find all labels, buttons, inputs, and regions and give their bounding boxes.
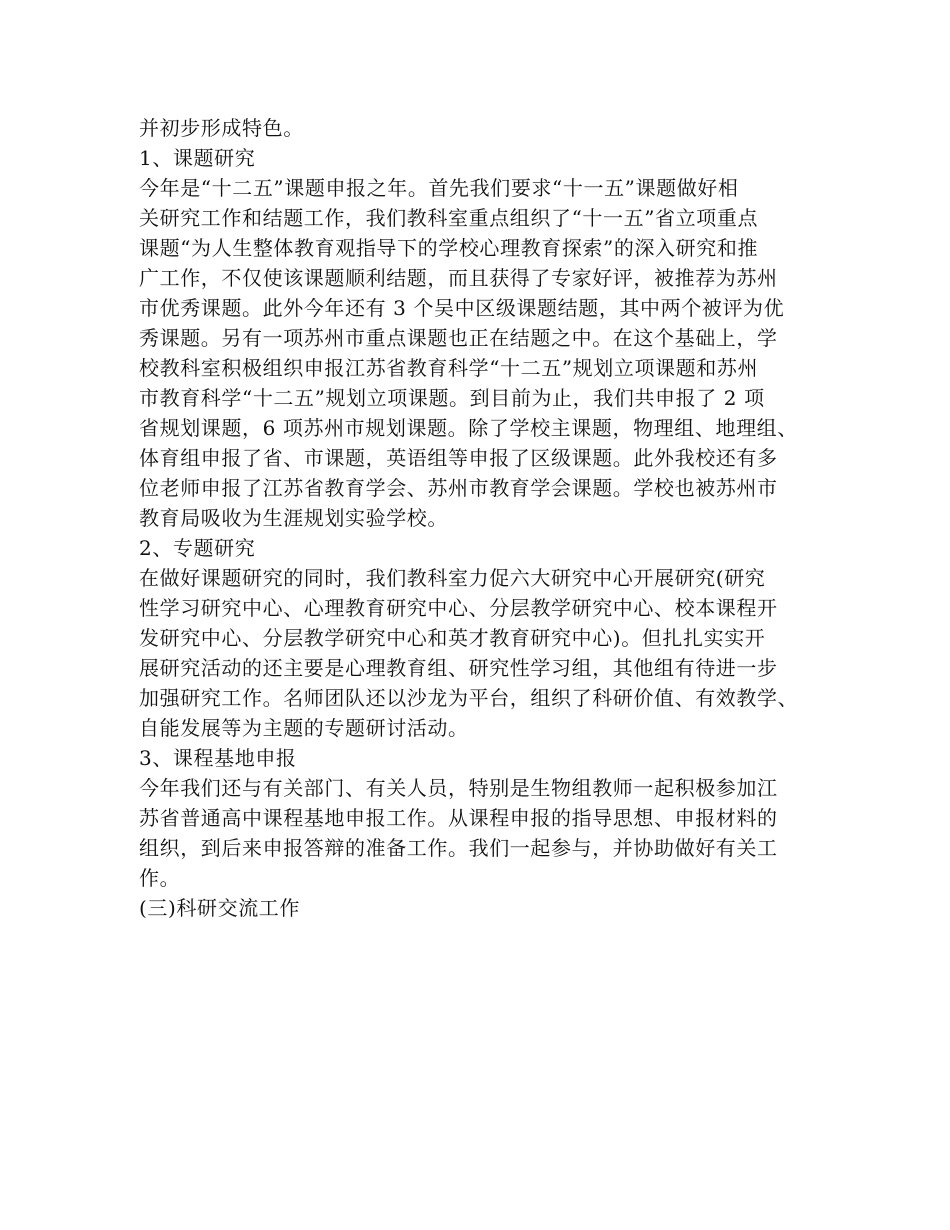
paragraph-line: 市优秀课题。此外今年还有 3 个吴中区级课题结题，其中两个被评为优 <box>139 296 785 320</box>
paragraph-line: 今年我们还与有关部门、有关人员，特别是生物组教师一起积极参加江 <box>139 776 778 800</box>
paragraph-line: 广工作，不仅使该课题顺利结题，而且获得了专家好评，被推荐为苏州 <box>139 266 778 290</box>
section-heading: (三)科研交流工作 <box>139 896 301 920</box>
paragraph-line: 性学习研究中心、心理教育研究中心、分层教学研究中心、校本课程开 <box>139 596 778 620</box>
paragraph-line: 展研究活动的还主要是心理教育组、研究性学习组，其他组有待进一步 <box>139 656 778 680</box>
paragraph-line: 秀课题。另有一项苏州市重点课题也正在结题之中。在这个基础上，学 <box>139 326 778 350</box>
paragraph-line: 苏省普通高中课程基地申报工作。从课程申报的指导思想、申报材料的 <box>139 806 778 830</box>
document-body <box>139 113 829 923</box>
section-heading: 2、专题研究 <box>139 536 256 560</box>
paragraph-line: 教育局吸收为生涯规划实验学校。 <box>139 506 448 530</box>
paragraph-line: 课题“为人生整体教育观指导下的学校心理教育探索”的深入研究和推 <box>139 236 759 260</box>
paragraph-line: 位老师申报了江苏省教育学会、苏州市教育学会课题。学校也被苏州市 <box>139 476 778 500</box>
paragraph-line: 发研究中心、分层教学研究中心和英才教育研究中心)。但扎扎实实开 <box>139 626 766 650</box>
paragraph-line: 并初步形成特色。 <box>139 116 304 140</box>
paragraph-line: 在做好课题研究的同时，我们教科室力促六大研究中心开展研究(研究 <box>139 566 766 590</box>
paragraph-line: 关研究工作和结题工作，我们教科室重点组织了“十一五”省立项重点 <box>139 206 759 230</box>
section-heading: 3、课程基地申报 <box>139 746 297 770</box>
paragraph-line: 今年是“十二五”课题申报之年。首先我们要求“十一五”课题做好相 <box>139 176 739 200</box>
section-heading: 1、课题研究 <box>139 146 256 170</box>
paragraph-line: 校教科室积极组织申报江苏省教育科学“十二五”规划立项课题和苏州 <box>139 356 759 380</box>
paragraph-line: 组织，到后来申报答辩的准备工作。我们一起参与，并协助做好有关工 <box>139 836 778 860</box>
paragraph-line: 自能发展等为主题的专题研讨活动。 <box>139 716 469 740</box>
paragraph-line: 加强研究工作。名师团队还以沙龙为平台，组织了科研价值、有效教学、 <box>139 686 799 710</box>
paragraph-line: 市教育科学“十二五”规划立项课题。到目前为止，我们共申报了 2 项 <box>139 386 765 410</box>
paragraph-line: 作。 <box>139 866 181 890</box>
paragraph-line: 省规划课题，6 项苏州市规划课题。除了学校主课题，物理组、地理组、 <box>139 416 798 440</box>
paragraph-line: 体育组申报了省、市课题，英语组等申报了区级课题。此外我校还有多 <box>139 446 778 470</box>
